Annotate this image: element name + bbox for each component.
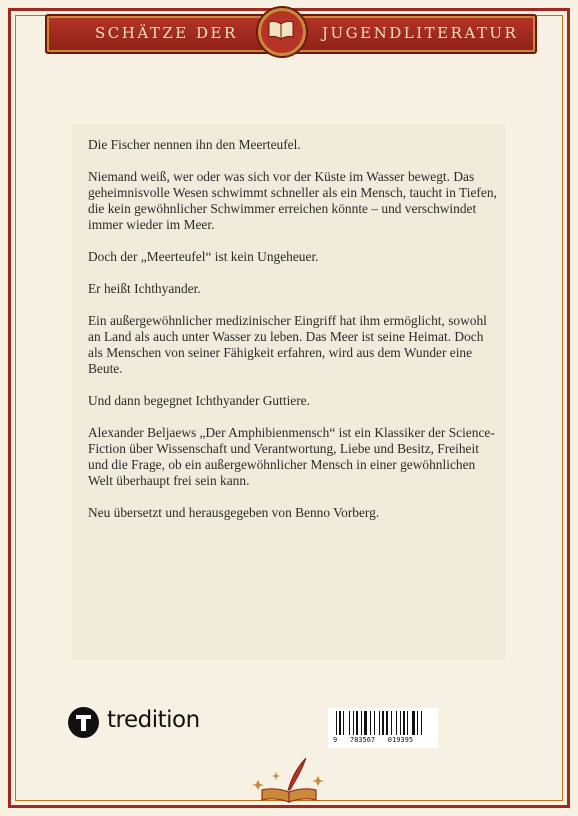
barcode-bar [364,711,367,735]
barcode-bar [336,711,337,735]
blurb-paragraph: Und dann begegnet Ichthyander Guttiere. [88,393,310,408]
series-title-right: JUGENDLITERATUR [322,24,519,42]
series-title-left: SCHÄTZE DER [95,24,238,42]
barcode-bar [361,711,362,735]
barcode-bar [382,711,384,735]
barcode-bar [343,711,344,735]
barcode-bar [374,711,375,735]
blurb-paragraph: Die Fischer nennen ihn den Meerteufel. [88,137,301,152]
barcode-bar [391,711,392,735]
blurb-paragraph: Ein außergewöhnlicher medizinischer Eingriff hat ihm ermöglicht, sowohl an Land als auch unter Wasser zu leben. Das Meer ist seine Heimat. Doch als Menschen von seiner Fähigkeit erfahren, wird aus dem Wunder eine Beute. [88,313,487,376]
back-cover-blurb [88,137,500,537]
barcode-bar [412,711,415,735]
barcode-bar [421,711,422,735]
barcode-bar [349,711,350,735]
barcode-bar [403,711,405,735]
barcode-bar [356,711,358,735]
barcode-bar [407,711,408,735]
barcode-digits: 9 783567 019395 [333,736,414,744]
barcode-bar [400,711,401,735]
barcode-bar [396,711,397,735]
tredition-t-logo-icon [68,707,99,738]
publisher-name: tredition [107,707,200,733]
barcode-bar [370,711,371,735]
blurb-paragraph: Er heißt Ichthyander. [88,281,201,296]
open-book-icon [258,8,306,56]
barcode-bars [336,711,430,735]
blurb-paragraph: Niemand weiß, wer oder was sich vor der Küste im Wasser bewegt. Das geheimnisvolle Wesen schwimmt schneller als ein Mensch, taucht in Tiefen, die kein gewöhnlicher Schwimmer erreichen könnte – und verschwindet immer wieder im Meer. [88,169,497,232]
barcode-bar [417,711,418,735]
barcode-bar [339,711,341,735]
blurb-paragraph: Doch der „Meerteufel“ ist kein Ungeheuer. [88,249,319,264]
isbn-barcode [328,708,438,748]
barcode-bar [386,711,388,735]
blurb-paragraph: Neu übersetzt und herausgegeben von Benno Vorberg. [88,505,380,520]
barcode-bar [353,711,354,735]
barcode-bar [379,711,380,735]
quill-book-ornament-icon [248,754,330,808]
blurb-paragraph: Alexander Beljaews „Der Amphibienmensch“ ist ein Klassiker der Science-Fiction über Wissenschaft und Verantwortung, Liebe und Besitz, Freiheit und die Frage, ob ein außergewöhnlicher Mensch in einer gewöhnlichen Welt überhaupt frei sein kann. [88,425,495,488]
